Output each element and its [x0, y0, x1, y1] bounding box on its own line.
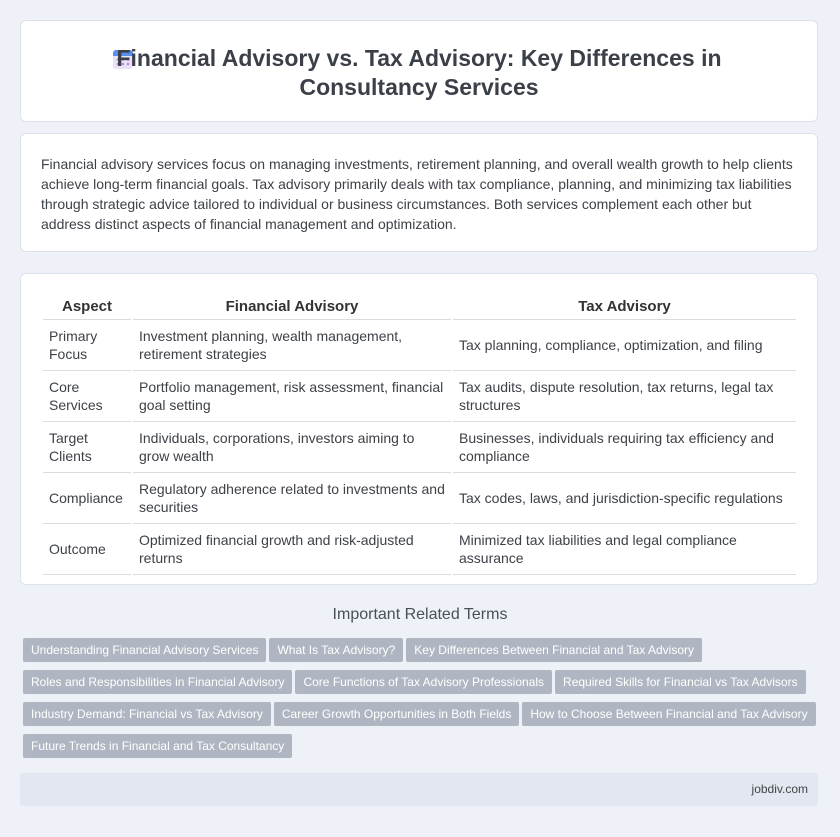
related-tag[interactable]: Key Differences Between Financial and Tax Advisory	[406, 638, 702, 662]
financial-cell: Individuals, corporations, investors aiming to grow wealth	[133, 422, 451, 473]
comparison-table	[41, 294, 798, 575]
tax-cell: Tax planning, compliance, optimization, and filing	[453, 320, 796, 371]
table-row	[43, 320, 796, 371]
related-tag[interactable]: Understanding Financial Advisory Services	[23, 638, 266, 662]
header-card	[20, 20, 818, 122]
tax-cell: Tax codes, laws, and jurisdiction-specific regulations	[453, 473, 796, 524]
intro-text: Financial advisory services focus on managing investments, retirement planning, and overall wealth growth to help clients achieve long-term financial goals. Tax advisory primarily deals with tax compliance, planning, and minimizing tax liabilities through strategic advice tailored to individual or business circumstances. Both services complement each other but address distinct aspects of financial management and optimization.	[41, 156, 793, 232]
table-header-row	[43, 294, 796, 320]
footer-site-link[interactable]: jobdiv.com	[751, 782, 808, 796]
tax-cell: Businesses, individuals requiring tax efficiency and compliance	[453, 422, 796, 473]
comparison-table-card	[20, 273, 818, 585]
financial-cell: Regulatory adherence related to investments and securities	[133, 473, 451, 524]
financial-cell: Portfolio management, risk assessment, financial goal setting	[133, 371, 451, 422]
page-title: Financial Advisory vs. Tax Advisory: Key Differences in Consultancy Services	[116, 45, 722, 100]
financial-cell: Optimized financial growth and risk-adjusted returns	[133, 524, 451, 575]
footer	[20, 773, 818, 806]
related-tags	[23, 638, 823, 766]
tax-cell: Minimized tax liabilities and legal compliance assurance	[453, 524, 796, 575]
related-tag[interactable]: How to Choose Between Financial and Tax Advisory	[522, 702, 815, 726]
related-tag[interactable]: What Is Tax Advisory?	[269, 638, 403, 662]
table-row	[43, 371, 796, 422]
related-tag[interactable]: Career Growth Opportunities in Both Fields	[274, 702, 519, 726]
intro-card	[20, 133, 818, 252]
related-tag[interactable]: Required Skills for Financial vs Tax Advisors	[555, 670, 806, 694]
related-terms-title: Important Related Terms	[332, 606, 508, 623]
financial-cell: Investment planning, wealth management, retirement strategies	[133, 320, 451, 371]
header-financial-advisory: Financial Advisory	[133, 294, 451, 320]
table-row	[43, 473, 796, 524]
aspect-cell: Primary Focus	[43, 320, 131, 371]
aspect-cell: Target Clients	[43, 422, 131, 473]
aspect-cell: Core Services	[43, 371, 131, 422]
aspect-cell: Outcome	[43, 524, 131, 575]
related-tag[interactable]: Core Functions of Tax Advisory Professionals	[295, 670, 552, 694]
table-row	[43, 422, 796, 473]
aspect-cell: Compliance	[43, 473, 131, 524]
header-aspect: Aspect	[43, 294, 131, 320]
table-row	[43, 524, 796, 575]
related-tag[interactable]: Industry Demand: Financial vs Tax Advisory	[23, 702, 271, 726]
related-tag[interactable]: Future Trends in Financial and Tax Consultancy	[23, 734, 292, 758]
related-tag[interactable]: Roles and Responsibilities in Financial Advisory	[23, 670, 292, 694]
tax-cell: Tax audits, dispute resolution, tax returns, legal tax structures	[453, 371, 796, 422]
header-tax-advisory: Tax Advisory	[453, 294, 796, 320]
